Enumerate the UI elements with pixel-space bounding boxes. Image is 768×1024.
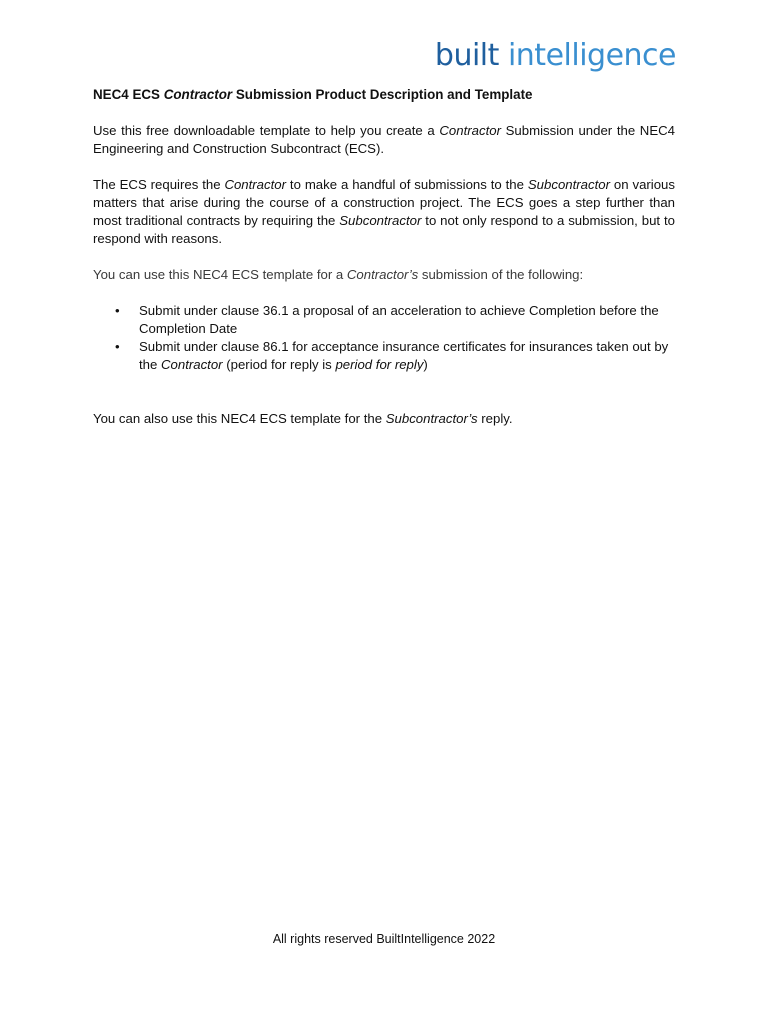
brand-logo xyxy=(435,38,676,74)
logo-word-built: built xyxy=(434,38,499,73)
item2-part1: Submit under clause 86.1 for acceptance insurance certificates for insurances taken out by the xyxy=(139,339,669,372)
item2-part3: ) xyxy=(423,357,428,372)
item2-part2: (period for reply is xyxy=(222,357,336,372)
list-item xyxy=(115,338,675,374)
title-part1: NEC4 ECS xyxy=(93,87,164,102)
title-italic: Contractor xyxy=(163,87,233,102)
use-for-italic: Contractor’s xyxy=(346,267,419,282)
document-body xyxy=(93,86,675,446)
list-item-text: Submit under clause 36.1 a proposal of an acceleration to achieve Completion before the Completion Date xyxy=(139,303,659,336)
use-for-part1: You can use this NEC4 ECS template for a xyxy=(93,267,347,282)
item2-italic1: Contractor xyxy=(161,357,223,372)
bullet-icon: • xyxy=(115,339,120,354)
bullet-icon: • xyxy=(115,303,120,318)
req-i2: Subcontractor xyxy=(527,177,610,192)
use-for-part2: submission of the following: xyxy=(418,267,584,282)
also-use-paragraph xyxy=(93,410,675,428)
title-part2: Submission Product Description and Template xyxy=(232,87,533,102)
req-p1: The ECS requires the xyxy=(93,177,225,192)
also-use-italic: Subcontractor’s xyxy=(385,411,478,426)
logo-word-intelligence: intelligence xyxy=(507,38,676,73)
req-p4: to not only respond to a submission, but to respond with reasons. xyxy=(93,213,675,246)
req-i1: Contractor xyxy=(224,177,287,192)
intro-paragraph xyxy=(93,122,675,158)
intro-italic: Contractor xyxy=(439,123,501,138)
list-item xyxy=(115,302,675,338)
page-footer: All rights reserved BuiltIntelligence 2022 xyxy=(272,932,496,946)
intro-part1: Use this free downloadable template to help you create a xyxy=(93,123,440,138)
intro-part2: Submission under the NEC4 Engineering and Construction Subcontract (ECS). xyxy=(93,123,675,156)
also-use-part1: You can also use this NEC4 ECS template for the xyxy=(93,411,386,426)
req-i3: Subcontractor xyxy=(339,213,422,228)
use-for-paragraph xyxy=(93,266,675,284)
document-title xyxy=(93,86,675,104)
req-p2: to make a handful of submissions to the xyxy=(286,177,528,192)
submission-list xyxy=(93,302,675,374)
item2-italic2: period for reply xyxy=(335,357,424,372)
requirements-paragraph xyxy=(93,176,675,248)
req-p3: on various matters that arise during the course of a construction project. The ECS goes a step further than most traditional contracts by requiring the xyxy=(93,177,675,228)
also-use-part2: reply. xyxy=(477,411,513,426)
